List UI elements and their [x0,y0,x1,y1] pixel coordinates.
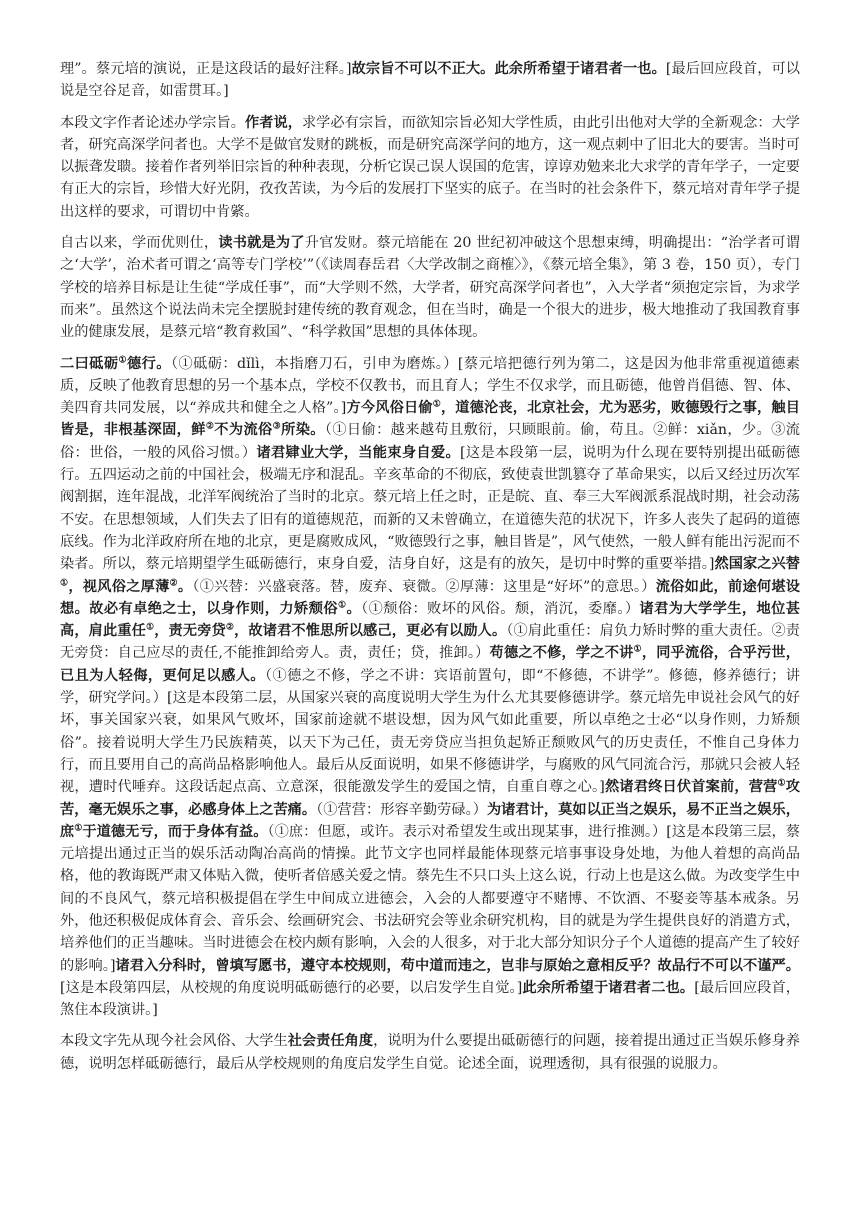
text-run: （①肩此重任：肩负力矫时弊的重大责任。②责无旁贷：自己应尽的责任,不能推卸给旁人。责，责任；贷，推卸。） [60,623,800,662]
bold-text-run: 诸君为大学学生，地位甚高，肩此重任 [60,600,800,640]
bold-text-run: ，责无旁贷 [154,623,226,640]
text-run: （①日偷：越来越苟且敷衍，只顾眼前。偷，苟且。②鲜：xiǎn，少。③流俗：世俗，一般的风俗习惯。） [60,422,800,461]
text-run: [这是本段第四层，从校规的角度说明砥砺德行的必要，以启发学生自觉。] [60,979,523,996]
text-run: [这是本段第一层，说明为什么现在要特别提出砥砺德行。五四运动之前的中国社会，极端无序和混乱。辛亥革命的不彻底，致使袁世凯篡夺了革命果实，以后又经过历次军阀割据，连年混战，北洋军阀统治了当时的北京。蔡元培上任之时，正是皖、直、奉三大军阀派系混战时期，社会动荡不安。在思想领域，人们失去了旧有的道德规范，而新的又未曾确立，在道德失范的状况下，许多人丧失了起码的道德底线。作为北洋政府所在地的北京，更是腐败成风，“败德毁行之事，触目皆是”，风气使然，一般人鲜有能出污泥而不染者。所以，蔡元培期望学生砥砺德行，束身自爱，洁身自好，这是有的放矢，是切中时弊的重要举措。] [60,444,800,573]
bold-text-run: 诸君入分科时，曾填写愿书，遵守本校规则，苟中道而违之，岂非与原始之意相反乎？故品行不可以不谨严。 [115,957,800,974]
bold-text-run: 为诸君计，莫如以正当之娱乐，易不正当之娱乐，庶 [60,801,800,840]
footnote-marker: ① [337,600,347,611]
bold-text-run: 二曰砥砺 [60,355,119,372]
bold-text-run: ，道德沦丧，北京社会，尤为恶劣，败德毁行之事，触目皆是，非根基深固，鲜 [60,400,800,439]
bold-text-run: 不为流俗 [214,422,273,439]
bold-text-run: 德行。 [127,355,171,372]
bold-text-run: 。 [177,578,193,595]
footnote-marker: ① [118,354,128,365]
footnote-marker: ① [432,399,441,410]
bold-text-run: 诸君肄业大学，当能束身自爱。 [256,444,461,461]
bold-text-run: 读书就是为了 [218,235,305,252]
text-run: [最后回应段首，可以说是空谷足音，如雷贯耳。] [60,61,800,100]
footnote-marker: ① [145,622,155,633]
bold-text-run: ，视风俗之厚薄 [68,578,170,595]
text-run: 升官发财。蔡元培能在 20 世纪初冲破这个思想束缚，明确提出：“治学者可谓之‘大学’，治术者可谓之‘高等专门学校’”（《读周春岳君〈大学改制之商榷〉》，《蔡元培全集》，第 3 卷，150 页），专门学校的培养目标是让生徒“学成任事”，而“大学则不然，大学者，研究高深学问者也”，入大学者“须抱定宗旨，为求学而来”。虽然这个说法尚未完全摆脱封建传统的教育观念，但在当时，确是一个很大的进步，极大地推动了我国教育事业的健康发展，是蔡元培“教育救国”、“科学救国”思想的具体体现。 [60,235,800,341]
text-run: 求学必有宗旨，而欲知宗旨必知大学性质，由此引出他对大学的全新观念：大学者，研究高深学问者也。大学不是做官发财的跳板，而是研究高深学问的地方，这一观点刺中了旧北大的要害。当时可以振聋发聩。接着作者列举旧宗旨的种种表现，分析它误己误人误国的危害，谆谆劝勉来北大求学的青年学子，一定要有正大的宗旨，珍惜大好光阴，孜孜苦读，为今后的发展打下坚实的底子。在当时的社会条件下，蔡元培对青年学子提出这样的要求，可谓切中肯綮。 [60,114,800,220]
text-run: （①兴替：兴盛衰落。替，废弃、衰微。②厚薄：这里是“好坏”的意思。） [192,578,656,595]
text-run: 本段文字先从现今社会风俗、大学生 [60,1033,288,1050]
footnote-marker: ① [633,644,642,655]
text-run: （①砥砺：dǐlì，本指磨刀石，引申为磨炼。）[蔡元培把德行列为第二，这是因为他非常重视道德素质，反映了他教育思想的另一个基本点，学校不仅教书，而且育人；学生不仅求学，而且砺德，他曾肖倡德、智、体、美四育共同发展，以“养成共和健全之人格”。] [60,355,800,417]
bold-text-run: 方今风俗日偷 [346,400,433,417]
paragraph-2 [60,112,800,223]
paragraph-1 [60,58,800,103]
bold-text-run: 然诸君终日伏首案前，营营 [604,779,778,796]
footnote-marker: ③ [272,421,282,432]
text-run: （①庶：但愿，或许。表示对希望发生或出现某事，进行推测。）[这是本段第三层，蔡元培提出通过正当的娱乐活动陶冶高尚的情操。此节文字也同样最能体现蔡元培事事设身处地，为他人着想的高尚品格，他的教诲既严肃又体贴入微，使听者倍感关爱之情。蔡先生不只口头上这么说，行动上也是这么做。为改变学生中间的不良风气，蔡元培积极提倡在学生中间成立进德会，入会的人都要遵守不赌博、不饮酒、不娶妾等基本戒条。另外，他还积极促成体育会、音乐会、绘画研究会、书法研究会等业余研究机构，目的就是为学生提供良好的消遣方式，培养他们的正当趣味。当时进德会在校内颇有影响，入会的人很多，对于北大部分知识分子个人道德的提高产生了较好的影响。] [60,823,800,974]
text-run: （①颓俗：败坏的风俗。颓，消沉，委靡。） [361,600,640,617]
bold-text-run: ，同乎流俗，合乎污世，已且为人轻侮，更何足以感人。 [60,645,800,684]
footnote-marker: ① [60,577,69,588]
bold-text-run: ，故诸君不惟思所以感己，更必有以励人。 [234,623,507,640]
text-run: [最后回应段首，煞住本段演讲。] [60,979,800,1019]
bold-text-run: 苟德之不修，学之不讲 [489,645,634,662]
footnote-marker: ② [205,421,215,432]
footnote-marker: ① [74,823,83,834]
footnote-marker: ② [225,622,235,633]
footnote-marker: ① [777,778,786,789]
bold-text-run: 于道德无亏，而于身体有益。 [82,823,268,840]
text-run: （①德之不修，学之不讲：宾语前置句，即“不修德，不讲学”。修德，修养德行；讲学，研究学问。）[这是本段第二层，从国家兴衰的高度说明大学生为什么尤其要修德讲学。蔡元培先申说社会风气的好坏，事关国家兴衰，如果风气败坏，国家前途就不堪设想，因为风气如此重要，所以卓绝之士必“以身作则，力矫颓俗”。接着说明大学生乃民族精英，以天下为己任，责无旁贷应当担负起矫正颓败风气的历史责任，不惟自己身体力行，而且要用自己的高尚品格影响他人。最后从反面说明，如果不修德讲学，与腐败的风气同流合污，那就只会被人轻视，遭时代唾弃。这段话起点高、立意深，很能激发学生的爱国之情，自重自尊之心。] [60,667,800,796]
bold-text-run: 然国家之兴替 [714,556,800,573]
bold-text-run: 故宗旨不可以不正大。此余所希望于诸君者一也。 [351,61,666,77]
paragraph-3 [60,232,800,343]
bold-text-run: 。 [346,600,362,617]
paragraph-4 [60,353,800,1022]
text-run: 本段文字作者论述办学宗旨。 [60,114,246,131]
text-run: （①营营：形容辛勤劳碌。） [316,801,487,818]
bold-text-run: 此余所希望于诸君者二也。 [522,979,695,996]
bold-text-run: 作者说， [245,114,302,131]
bold-text-run: 所染。 [281,422,325,439]
bold-text-run: 流俗如此，前途何堪设想。故必有卓绝之士，以身作则，力矫颓俗 [60,578,800,617]
bold-text-run: 攻苦，毫无娱乐之事，必感身体上之苦痛。 [60,779,800,818]
text-run: ，说明为什么要提出砥砺德行的问题，接着提出通过正当娱乐修身养德，说明怎样砥砺德行，最后从学校规则的角度启发学生自觉。论述全面，说理透彻，具有很强的说服力。 [60,1033,800,1072]
footnote-marker: ② [169,577,178,588]
paragraph-5 [60,1030,800,1075]
text-run: 理”。蔡元培的演说，正是这段话的最好注释。] [60,61,352,77]
bold-text-run: 社会责任角度 [287,1033,374,1050]
text-run: 自古以来，学而优则仕， [60,235,219,252]
